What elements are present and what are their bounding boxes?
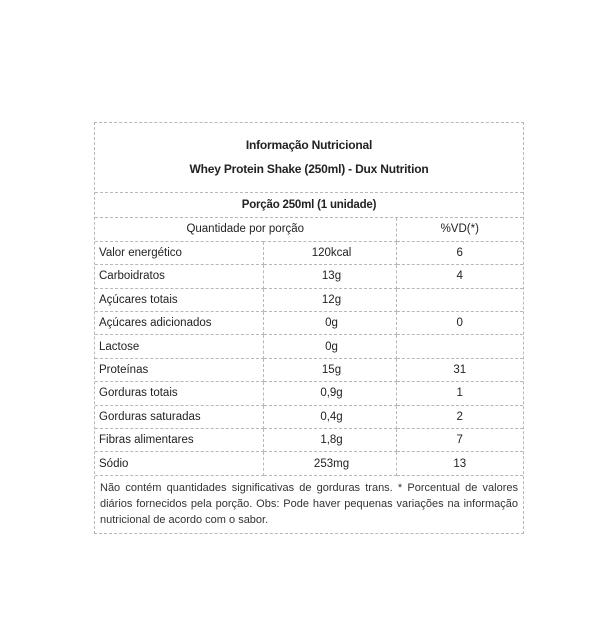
- portion-size: Porção 250ml (1 unidade): [95, 193, 523, 218]
- nutrient-amount: 0,9g: [263, 382, 396, 405]
- nutrition-rows: [95, 241, 523, 475]
- nutrient-daily-value: 7: [396, 429, 523, 452]
- nutrient-amount: 0g: [263, 335, 396, 358]
- table-row: [95, 335, 523, 358]
- nutrient-name: Fibras alimentares: [95, 429, 263, 452]
- nutrient-daily-value: 0: [396, 312, 523, 335]
- nutrient-daily-value: 31: [396, 358, 523, 381]
- nutrient-name: Proteínas: [95, 358, 263, 381]
- nutrient-name: Açúcares adicionados: [95, 312, 263, 335]
- nutrient-amount: 12g: [263, 288, 396, 311]
- nutrient-daily-value: [396, 335, 523, 358]
- table-header-row: [95, 218, 523, 241]
- nutrient-daily-value: 2: [396, 405, 523, 428]
- table-row: [95, 358, 523, 381]
- nutrient-amount: 13g: [263, 265, 396, 288]
- table-row: [95, 265, 523, 288]
- nutrient-daily-value: 13: [396, 452, 523, 475]
- nutrient-name: Gorduras totais: [95, 382, 263, 405]
- nutrient-daily-value: 4: [396, 265, 523, 288]
- nutrition-title: Informação Nutricional: [245, 138, 373, 152]
- nutrient-name: Lactose: [95, 335, 263, 358]
- table-row: [95, 312, 523, 335]
- nutrition-header: [95, 123, 523, 193]
- header-daily-value: %VD(*): [396, 218, 523, 241]
- header-quantity-per-portion: Quantidade por porção: [95, 218, 396, 241]
- table-row: [95, 405, 523, 428]
- table-row: [95, 452, 523, 475]
- nutrient-amount: 120kcal: [263, 241, 396, 264]
- nutrient-name: Gorduras saturadas: [95, 405, 263, 428]
- nutrient-name: Valor energético: [95, 241, 263, 264]
- footnote: Não contém quantidades significativas de gorduras trans. * Porcentual de valores diários fornecidos pela porção. Obs: Pode haver pequenas variações na informação nutricional de acordo com o sabor.: [100, 481, 518, 526]
- nutrient-name: Açúcares totais: [95, 288, 263, 311]
- product-subtitle: Whey Protein Shake (250ml) - Dux Nutrition: [189, 162, 429, 176]
- nutrient-name: Carboidratos: [95, 265, 263, 288]
- table-row: [95, 288, 523, 311]
- nutrient-daily-value: 6: [396, 241, 523, 264]
- nutrient-daily-value: 1: [396, 382, 523, 405]
- nutrient-amount: 0g: [263, 312, 396, 335]
- nutrient-amount: 253mg: [263, 452, 396, 475]
- nutrient-daily-value: [396, 288, 523, 311]
- nutrient-amount: 0,4g: [263, 405, 396, 428]
- nutrition-table: [95, 218, 523, 476]
- table-row: [95, 382, 523, 405]
- nutrient-name: Sódio: [95, 452, 263, 475]
- nutrition-facts-panel: [94, 122, 524, 534]
- table-row: [95, 241, 523, 264]
- nutrient-amount: 1,8g: [263, 429, 396, 452]
- table-row: [95, 429, 523, 452]
- nutrient-amount: 15g: [263, 358, 396, 381]
